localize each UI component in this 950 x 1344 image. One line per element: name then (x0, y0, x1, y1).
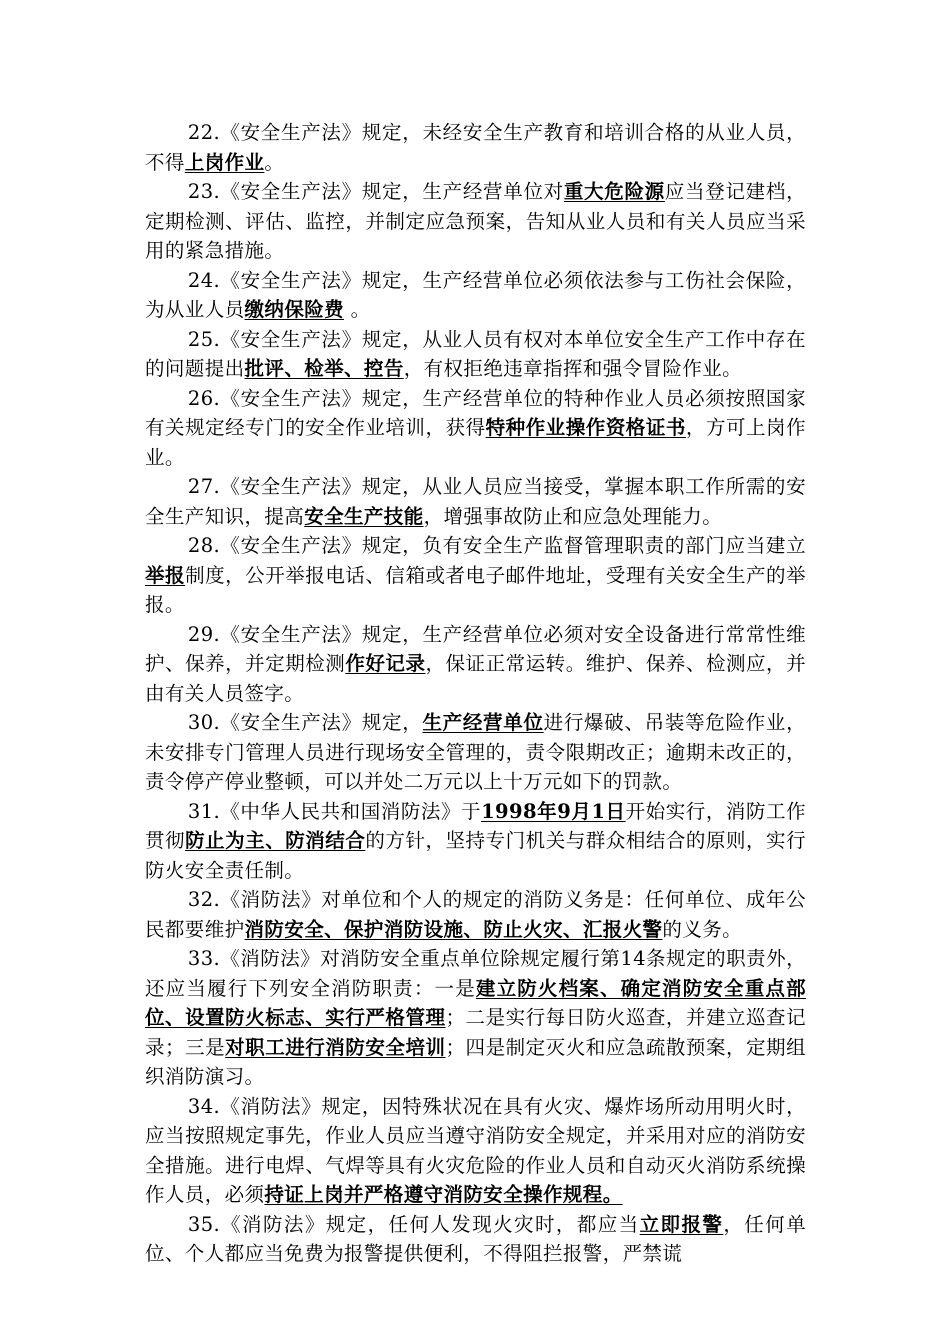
body-text: ，方可上岗作业。 (145, 416, 806, 469)
paragraph-33 (145, 944, 806, 1092)
body-text: 的方针，坚持专门机关与群众相结合的原则，实行防火安全责任制。 (145, 829, 806, 882)
answer-text: 作好记录 (345, 652, 426, 675)
answer-text: 消防安全、保护消防设施、防止火灾、汇报火警 (244, 917, 663, 941)
answer-text: 安全生产技能 (304, 504, 424, 528)
body-text: 26.《安全生产法》规定，生产经营单位的特种作业人员必须按照国家有关规定经专门的安全作业培训，获得 (145, 386, 806, 439)
body-text: 22.《安全生产法》规定，未经安全生产教育和培训合格的从业人员，不得 (145, 121, 806, 174)
body-text: 开始实行，消防工作贯彻 (145, 799, 806, 852)
body-text: 30.《安全生产法》规定， (187, 711, 423, 734)
paragraph-22 (145, 118, 806, 177)
answer-text: 建立防火档案、确定消防安全重点部位、设置防火标志、实行严格管理 (145, 976, 806, 1029)
body-text: 29.《安全生产法》规定，生产经营单位必须对安全设备进行常常性维护、保养，并定期检测 (145, 622, 806, 675)
body-text: 32.《消防法》对单位和个人的规定的消防义务是：任何单位、成年公民都要维护 (145, 888, 806, 941)
answer-text: 缴纳保险费 (244, 298, 345, 321)
paragraph-25 (145, 325, 806, 384)
answer-text: 持证上岗并严格遵守消防安全操作规程。 (264, 1183, 623, 1206)
paragraph-24 (145, 266, 806, 325)
answer-text: 防止为主、防消结合 (185, 829, 366, 852)
paragraph-35 (145, 1210, 806, 1269)
answer-text: 对职工进行消防安全培训 (225, 1035, 446, 1059)
body-text: 33.《消防法》对消防安全重点单位除规定履行第14条规定的职责外，还应当履行下列安全消防职责：一是 (145, 947, 806, 1000)
body-text: ；四是制定灭火和应急疏散预案，定期组织消防演习。 (145, 1035, 806, 1088)
body-text: ，任何单位、个人都应当免费为报警提供便利，不得阻拦报警，严禁谎 (145, 1212, 806, 1265)
body-text: ，保证正常运转。维护、保养、检测应，并由有关人员签字。 (145, 652, 806, 705)
body-text: 24.《安全生产法》规定，生产经营单位必须依法参与工伤社会保险，为从业人员 (145, 268, 806, 321)
body-text: ；二是实行每日防火巡查，并建立巡查记录；三是 (145, 1006, 806, 1059)
paragraph-34 (145, 1092, 806, 1210)
answer-text: 上岗作业 (184, 150, 265, 174)
answer-text: 生产经营单位 (422, 711, 544, 734)
paragraph-23 (145, 177, 806, 266)
body-text: 25.《安全生产法》规定，从业人员有权对本单位安全生产工作中存在的问题提出 (145, 327, 806, 380)
paragraph-28 (145, 531, 806, 620)
body-text: 的义务。 (662, 917, 743, 941)
body-text: 。 (344, 298, 371, 321)
body-text: 23.《安全生产法》规定，生产经营单位对 (187, 180, 564, 203)
body-text: ，增强事故防止和应急处理能力。 (423, 504, 723, 528)
body-text: 35.《消防法》规定，任何人发现火灾时，都应当 (187, 1212, 640, 1236)
body-text: 制度，公开举报电话、信箱或者电子邮件地址，受理有关安全生产的举报。 (145, 563, 806, 616)
body-text: 31.《中华人民共和国消防法》于 (187, 799, 482, 823)
body-text: 27.《安全生产法》规定，从业人员应当接受，掌握本职工作所需的安全生产知识，提高 (145, 475, 806, 528)
paragraph-30 (145, 708, 806, 797)
answer-text: 举报 (145, 563, 186, 587)
document-page (145, 118, 806, 1269)
answer-text: 立即报警 (639, 1212, 724, 1236)
paragraph-27 (145, 472, 806, 531)
body-text: 进行爆破、吊装等危险作业，未安排专门管理人员进行现场安全管理的，责令限期改正；逾期未改正的，责令停产停业整顿，可以并处二万元以上十万元如下的罚款。 (145, 711, 806, 793)
body-text: 。 (264, 150, 285, 174)
answer-text: 批评、检举、控告 (244, 357, 404, 380)
answer-text: 重大危险源 (563, 180, 665, 203)
body-text: ，有权拒绝违章指挥和强令冒险作业。 (403, 357, 743, 380)
body-text: 34.《消防法》规定，因特殊状况在具有火灾、爆炸场所动用明火时，应当按照规定事先，作业人员应当遵守消防安全规定，并采用对应的消防安全措施。进行电焊、气焊等具有火灾危险的作业人员和自动灭火消防系统操作人员，必须 (145, 1094, 806, 1206)
paragraph-29 (145, 620, 806, 709)
answer-text: 特种作业操作资格证书 (485, 416, 686, 439)
paragraph-26 (145, 384, 806, 473)
body-text: 28.《安全生产法》规定，负有安全生产监督管理职责的部门应当建立 (187, 534, 806, 557)
answer-text: 1998年9月1日 (481, 799, 626, 823)
paragraph-32 (145, 885, 806, 944)
body-text: 应当登记建档，定期检测、评估、监控，并制定应急预案，告知从业人员和有关人员应当采用的紧急措施。 (145, 180, 806, 262)
paragraph-31 (145, 797, 806, 886)
